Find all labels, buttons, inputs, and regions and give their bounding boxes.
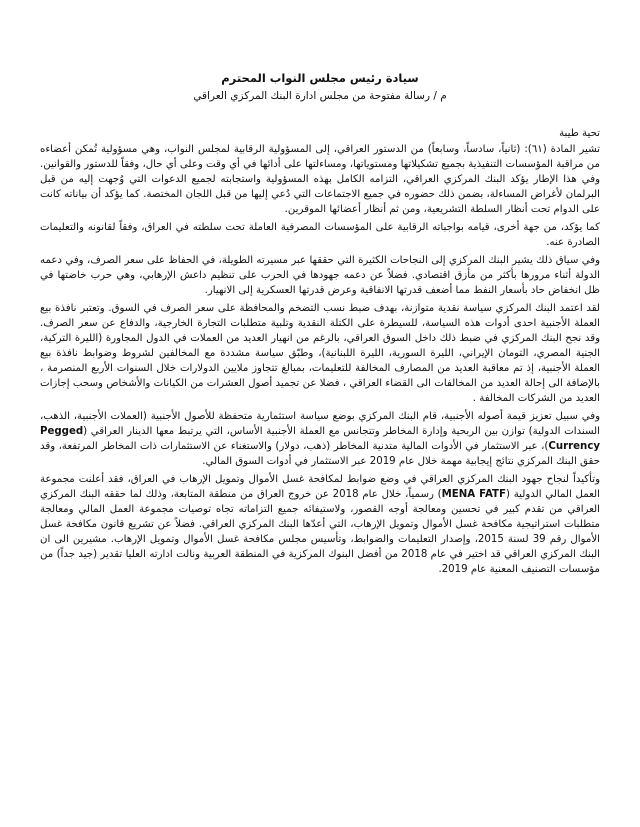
letter-subject: م / رسالة مفتوحة من مجلس ادارة البنك المركزي العراقي bbox=[193, 90, 447, 102]
paragraph-3: وفي سياق ذلك يشير البنك المركزي إلى النجاحات الكثيرة التي حققها عبر مسيرته الطويلة، في الحفاظ على سعر الصرف، وفي دعمه الدولة أثناء مرورها بأكثر من مأزق اقتصادي. فضلاً عن دعمه جهودها في الحرب على تنظيم داعش الإرهابي، وهي حرب خاضتها في ظل انخفاض حاد بأسعار النفط مما أضعف قدرتها الانفاقية وعرض قدرتها العسكرية إلى الانهيار. bbox=[40, 255, 600, 296]
paragraph-4: لقد اعتمد البنك المركزي سياسة نقدية متوازنة، بهدف ضبط نسب التضخم والمحافظة على سعر الصرف في السوق. وتعتبر نافذة بيع العملة الأجنبية احدى أدوات هذه السياسة، للسيطرة على الكتلة النقدية وتلبية متطلبات التجارة الخارجية، والدفاع عن سعر الصرف. وقد نجح البنك المركزي في ضبط ذلك داخل السوق العراقي، بالرغم من انهيار العديد من العملات في الدول المجاورة (الليرة التركية، الجنية المصري، التومان الإيراني، الليرة السورية، الليرة اللبنانية)، وطبّق سياسة مشددة مع المخالفين لشروط وضوابط نافذة بيع العملة الأجنبية، إذ تم معاقبة العديد من المصارف المخالفة للتعليمات، بمبالغ تتجاوز ملايين الدولارات خلال السنوات الأربع المنصرمة ، بالإضافة الى إحالة العديد من المخالفات الى القضاء العراقي ، فضلا عن تجميد أصول العشرات من الكيانات والأشخاص وسحب إجازات العديد من الشركات المخالفة . bbox=[40, 303, 600, 404]
letter-greeting: تحية طيبة bbox=[559, 128, 600, 139]
paragraph-5: وفي سبيل تعزيز قيمة أصوله الأجنبية، قام البنك المركزي بوضع سياسة استثمارية متحفظة للأصول الأجنبية (العملات الأجنبية، الذهب، السندات الدولية) توازن بين الربحية وإدارة المخاطر وتتجانس مع العملة الأجنبية الأساس، التي يرتبط معها الدينار العراقي (Pegged Currency)، عبر الاستثمار في الأدوات المالية متدنية المخاطر (ذهب، دولار) والاستغناء عن الاستثمارات ذات المخاطر المرتفعة، وقد حقق البنك المركزي نتائج إيجابية مهمة خلال عام 2019 عبر الاستثمار في أدوات السوق المالي. bbox=[40, 411, 600, 467]
paragraph-1: تشير المادة (٦١): (ثانياً، سادساً، وسابعاً) من الدستور العراقي، إلى المسؤولية الرقابية لمجلس النواب، وهي مسؤولية تُمكن أعضاءه من مراقبة المؤسسات التنفيذية بجميع تشكيلاتها ومستوياتها، ومساءلتها على أدائها في أي وقت وعلى أي حال، وفقاً للدستور والقوانين. وفي هذا الإطار يؤكد البنك المركزي العراقي، التزامه الكامل بهذه المسؤولية واستجابته لجميع الدعوات التي وُجهت إليه من قبل البرلمان لأغراض المساءلة، بضمن ذلك حضوره في جميع الاجتماعات التي دُعي إليها من قبل اللجان المختصة. كما يؤكد أن بياناته كانت على الدوام تحت أنظار السلطة التشريعية، ومن ثم أنظار أعضائها الموقرين. bbox=[40, 144, 600, 215]
paragraph-6: وتأكيداً لنجاح جهود البنك المركزي العراقي في وضع ضوابط لمكافحة غسل الأموال وتمويل الإرهاب في العراق، فقد أعلنت مجموعة العمل المالي الدولية (MENA FATF) رسمياً، خلال عام 2018 عن خروج العراق من منطقة المتابعة، وذلك لما حققه البنك المركزي العراقي من تقدم كبير في تحسين ومعالجة أوجه القصور، ولاستيفائه جميع التزاماته تجاه توصيات مجموعة العمل المالي ومعالجة متطلبات استراتيجية مكافحة غسل الأموال وتمويل الإرهاب، التي أعدّها البنك المركزي العراقي. فضلاً عن تشريع قانون مكافحة غسل الأموال رقم 39 لسنة 2015، وإصدار التعليمات والضوابط، وتأسيس مجلس مكافحة غسل الأموال وتمويل الإرهاب. مشيرين الى ان البنك المركزي العراقي قد اختير في عام 2018 من أفضل البنوك المركزية في المنطقة العربية ونالت ادارته العليا تقدير (جيد جداً) من مؤسسات التصنيف المعنية عام 2019. bbox=[40, 474, 600, 575]
letter-title: سيادة رئيس مجلس النواب المحترم bbox=[221, 71, 419, 85]
paragraph-2: كما يؤكد، من جهة أخرى، قيامه بواجباته الرقابية على المؤسسات المصرفية العاملة تحت سلطته في العراق، وفقاً لقانونه والتعليمات الصادرة عنه. bbox=[40, 222, 600, 248]
letter-body bbox=[40, 142, 600, 577]
